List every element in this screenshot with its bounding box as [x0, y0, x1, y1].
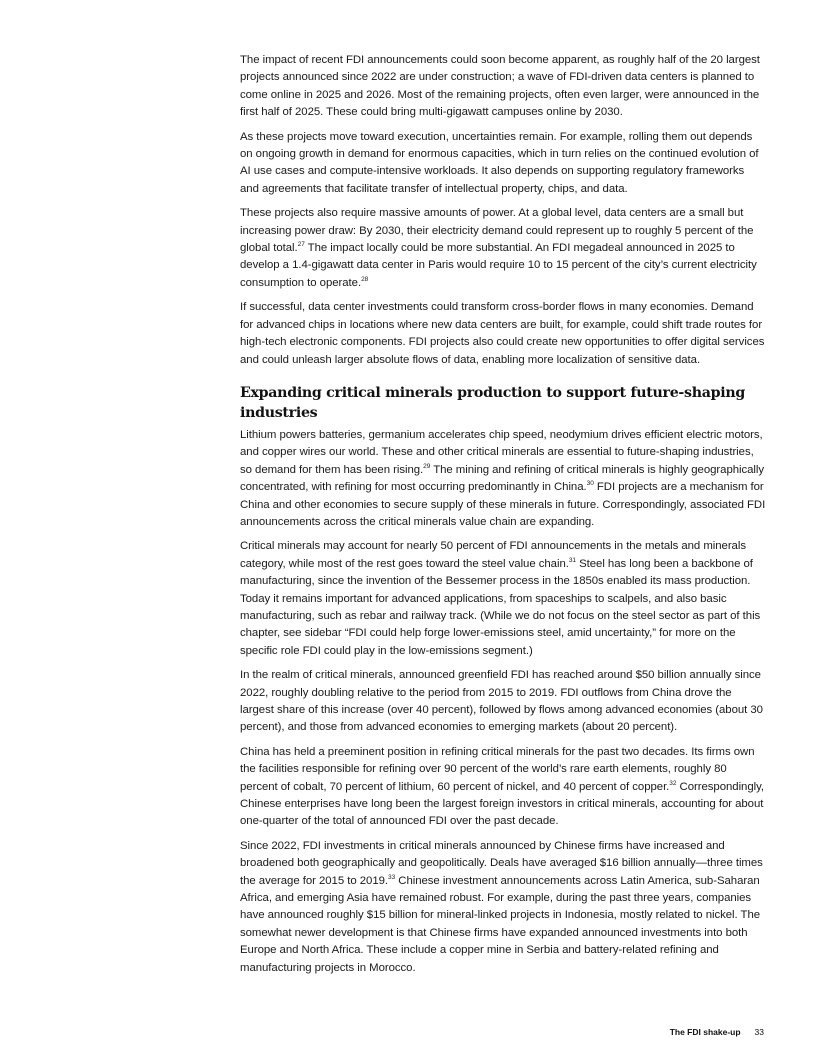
paragraph: [240, 427, 766, 531]
body-text-after: [240, 427, 766, 977]
paragraph: [240, 52, 766, 122]
paragraph-text: China has held a preeminent position in refining critical minerals for the past two decades. Its firms own the facilities responsible for refining over 90 percent of the world’s rare earth elements, roughly 80 percent of cobalt, 70 percent of lithium, 60 percent of nickel, and 40 percent of copper.: [240, 745, 755, 793]
footnote-ref: 29: [423, 462, 431, 470]
footnote-ref: 27: [297, 241, 305, 249]
paragraph: [240, 744, 766, 831]
paragraph-text: FDI projects are a mechanism for China and other economies to secure supply of these minerals in future. Correspondingly, associated FDI announcements across the critical minerals value chain are expanding.: [240, 481, 766, 528]
paragraph-text: The impact of recent FDI announcements could soon become apparent, as roughly half of the 20 largest projects announced since 2022 are under construction; a wave of FDI-driven data centers is planned to come online in 2025 and 2026. Most of the remaining projects, often even larger, were announced in the first half of 2025. These could bring multi-gigawatt campuses online by 2030.: [240, 54, 760, 119]
footnote-ref: 32: [669, 779, 677, 787]
paragraph-text: The impact locally could be more substantial. An FDI megadeal announced in 2025 to develop a 1.4-gigawatt data center in Paris would require 10 to 15 percent of the city’s current electricity consumption to operate.: [240, 242, 757, 289]
paragraph-text: These projects also require massive amounts of power. At a global level, data centers are a small but increasing power draw: By 2030, their electricity demand could represent up to roughly 5 percent of the global total.: [240, 207, 754, 255]
paragraph: [240, 667, 766, 737]
paragraph-text: Steel has long been a backbone of manufacturing, since the invention of the Bessemer process in the 1850s enabled its mass production. Today it remains important for advanced applications, from spaceships to scalpels, and also basic manufacturing, such as rebar and railway track. (While we do not focus on the steel sector as part of this chapter, see sidebar “FDI could help forge lower-emissions steel, amid uncertainty,” for more on the specific role FDI could play in the low-emissions segment.): [240, 557, 761, 657]
section-heading: Expanding critical minerals production to support future-shaping industries: [240, 384, 745, 421]
page-footer: [670, 1027, 764, 1037]
paragraph-text: Correspondingly, Chinese enterprises have long been the largest foreign investors in critical minerals, accounting for about one-quarter of the total of announced FDI over the past decade.: [240, 780, 765, 828]
paragraph: [240, 838, 766, 977]
body-text-before: [240, 52, 766, 369]
footnote-ref: 30: [586, 480, 594, 488]
paragraph-text: The mining and refining of critical minerals is highly geographically concentrated, with refining for most occurring predominantly in China.: [240, 463, 765, 494]
footnote-ref: 28: [361, 276, 369, 284]
paragraph-text: As these projects move toward execution, uncertainties remain. For example, rolling them out depends on ongoing growth in demand for enormous capacities, which in turn relies on the continued evolution of AI use cases and compute-intensive workloads. It also depends on supporting regulatory frameworks and agreements that facilitate transfer of intellectual property, chips, and data.: [240, 130, 759, 195]
paragraph: [240, 538, 766, 660]
footnote-ref: 31: [568, 556, 576, 564]
footnote-ref: 33: [388, 873, 396, 881]
footer-report-title: The FDI shake-up: [669, 1027, 741, 1037]
paragraph: [240, 205, 766, 292]
paragraph-text: If successful, data center investments could transform cross-border flows in many economies. Demand for advanced chips in locations where new data centers are built, for example, could shift trade routes for high-tech electronic components. FDI projects also could create new opportunities to offer digital services and could unleash larger absolute flows of data, enabling more localization of sensitive data.: [240, 301, 765, 366]
paragraph-text: Lithium powers batteries, germanium accelerates chip speed, neodymium drives efficient electric motors, and copper wires our world. These and other critical minerals are essential to future-shaping industries, so demand for them has been rising.: [240, 428, 763, 476]
paragraph-text: Since 2022, FDI investments in critical minerals announced by Chinese firms have increased and broadened both geographically and geopolitically. Deals have averaged $16 billion annually—three times the average for 2015 to 2019.: [240, 839, 763, 887]
paragraph-text: In the realm of critical minerals, announced greenfield FDI has reached around $50 billion annually since 2022, roughly doubling relative to the period from 2015 to 2019. FDI outflows from China drove the largest share of this increase (over 40 percent), followed by flows among advanced economies (about 30 percent), and those from advanced economies to emerging markets (about 20 percent).: [240, 669, 763, 734]
paragraph: [240, 129, 766, 199]
paragraph-text: Critical minerals may account for nearly 50 percent of FDI announcements in the metals and minerals category, while most of the rest goes toward the steel value chain.: [240, 540, 746, 570]
page-number: 33: [754, 1027, 764, 1037]
paragraph-text: Chinese investment announcements across Latin America, sub-Saharan Africa, and emerging Asia have remained robust. For example, during the past three years, companies have announced roughly $15 billion for mineral-linked projects in Indonesia, mostly related to nickel. The somewhat newer development is that Chinese firms have expanded announced investments into both Europe and North Africa. These include a copper mine in Serbia and battery-related refining and manufacturing projects in Morocco.: [240, 874, 761, 974]
main-content: [240, 52, 766, 984]
paragraph: [240, 299, 766, 369]
